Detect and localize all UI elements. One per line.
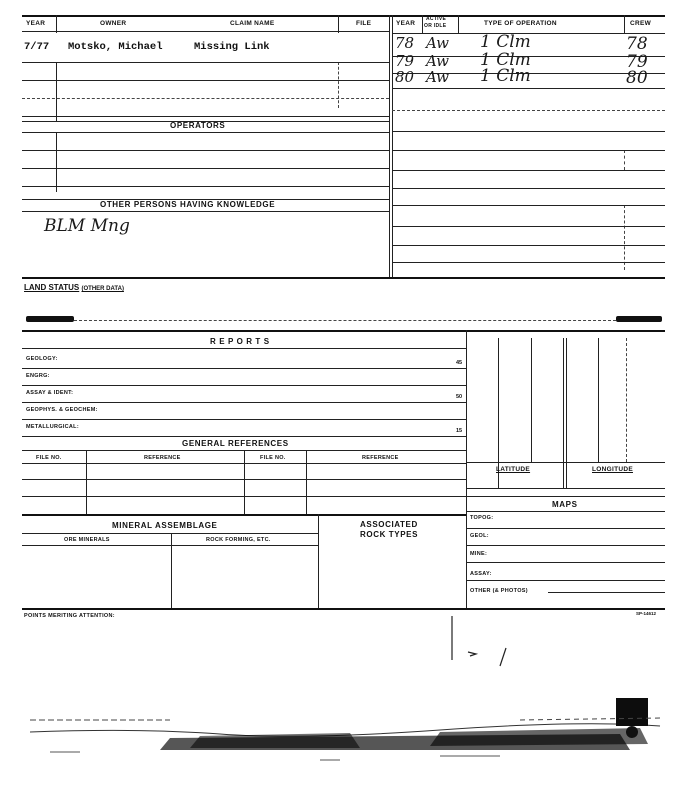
maps-other-label: OTHER (& PHOTOS) <box>470 588 528 594</box>
reports-title: R E P O R T S <box>210 337 270 346</box>
entry-claim-name: Missing Link <box>194 41 270 53</box>
row-line <box>22 496 466 497</box>
activity-status: Aw <box>426 34 449 52</box>
report-label: GEOLOGY: <box>26 356 58 362</box>
divider <box>422 15 423 33</box>
row-line <box>22 168 389 169</box>
report-label: GEOPHYS. & GEOCHEM: <box>26 407 98 413</box>
divider <box>338 62 339 108</box>
row-line <box>74 320 616 321</box>
header-bottom-line <box>22 31 389 32</box>
divider <box>392 15 393 277</box>
col-header-type-of-operation: TYPE OF OPERATION <box>484 20 557 27</box>
operators-header-line <box>22 132 389 133</box>
divider <box>624 150 625 170</box>
general-references-title: GENERAL REFERENCES <box>182 439 289 448</box>
row-line <box>22 150 389 151</box>
divider <box>306 450 307 514</box>
divider <box>624 15 625 33</box>
row-line <box>22 419 466 420</box>
row-line <box>392 110 665 111</box>
activity-crew: 78 <box>626 34 648 54</box>
land-status-subtitle: (OTHER DATA) <box>81 286 124 292</box>
col-header-active: ACTIVE <box>426 16 447 22</box>
col-header-year-right: YEAR <box>396 20 416 27</box>
divider <box>318 514 319 608</box>
knowledge-header-line <box>22 211 389 212</box>
row-line <box>22 545 318 546</box>
activity-status: Aw <box>426 52 449 70</box>
divider <box>563 338 564 488</box>
maps-mine-label: MINE: <box>470 551 488 557</box>
longitude-label: LONGITUDE <box>592 466 633 473</box>
activity-operation: 1 Clm <box>480 32 531 52</box>
land-status-title: LAND STATUS <box>24 283 80 292</box>
row-line <box>466 511 665 512</box>
row-line <box>392 205 665 206</box>
maps-assay-label: ASSAY: <box>470 571 492 577</box>
row-line <box>22 368 466 369</box>
activity-year: 78 <box>395 34 415 52</box>
row-line <box>392 170 665 171</box>
ink-mark <box>26 316 74 322</box>
row-line <box>466 496 665 497</box>
col-header-crew: CREW <box>630 20 652 27</box>
stray-pen-marks <box>440 612 520 672</box>
row-line <box>392 245 665 246</box>
report-code: 50 <box>456 394 463 400</box>
reports-top-border <box>22 330 665 332</box>
ref-header-file-no: FILE NO. <box>260 455 286 461</box>
activity-crew: 79 <box>626 52 648 72</box>
ore-minerals-header: ORE MINERALS <box>64 537 110 543</box>
form-number: SP-14612 <box>636 611 657 616</box>
row-line <box>466 545 665 546</box>
col-header-claim-name: CLAIM NAME <box>230 20 275 27</box>
activity-year: 80 <box>395 68 415 86</box>
col-header-year: YEAR <box>26 20 46 27</box>
activity-crew: 80 <box>626 68 648 88</box>
col-header-or-idle: OR IDLE <box>424 23 447 29</box>
knowledge-entry: BLM Mng <box>44 216 130 236</box>
col-header-owner: OWNER <box>100 20 127 27</box>
divider <box>56 15 57 33</box>
row-line <box>466 462 665 463</box>
divider <box>86 450 87 514</box>
ref-header-reference: REFERENCE <box>144 455 181 461</box>
divider <box>566 338 567 488</box>
row-line <box>22 533 318 534</box>
row-line <box>392 226 665 227</box>
points-meriting-attention-label: POINTS MERITING ATTENTION: <box>24 613 115 619</box>
divider <box>531 338 532 462</box>
divider <box>466 330 467 608</box>
col-header-file: FILE <box>356 20 372 27</box>
maps-title: MAPS <box>552 500 578 509</box>
maps-topog-label: TOPOG: <box>470 515 494 521</box>
entry-owner: Motsko, Michael <box>68 41 163 53</box>
bottom-border <box>22 608 665 610</box>
row-line <box>392 131 665 132</box>
entry-year: 7/77 <box>24 41 50 53</box>
row-line <box>466 528 665 529</box>
ink-mark <box>616 316 662 322</box>
mineral-top-border <box>22 514 466 516</box>
activity-year: 79 <box>395 52 415 70</box>
divider <box>338 15 339 33</box>
divider <box>56 62 57 122</box>
ref-header-reference: REFERENCE <box>362 455 399 461</box>
report-label: ENGRG: <box>26 373 50 379</box>
report-label: ASSAY & IDENT: <box>26 390 74 396</box>
row-line <box>22 62 389 63</box>
maps-geol-label: GEOL: <box>470 533 489 539</box>
row-line <box>392 188 665 189</box>
report-code: 45 <box>456 360 463 366</box>
top-border <box>22 15 665 17</box>
row-line <box>548 592 665 593</box>
knowledge-title: OTHER PERSONS HAVING KNOWLEDGE <box>100 200 276 209</box>
row-line <box>22 98 389 99</box>
associated-rock-types-line2: ROCK TYPES <box>360 530 419 539</box>
activity-operation: 1 Clm <box>480 50 531 70</box>
land-status-label <box>24 283 124 292</box>
associated-rock-types-line1: ASSOCIATED <box>360 520 418 529</box>
land-status-top-line <box>22 277 665 279</box>
rock-forming-header: ROCK FORMING, ETC. <box>206 537 271 543</box>
divider <box>624 205 625 270</box>
row-line <box>22 402 466 403</box>
divider <box>598 338 599 462</box>
row-line <box>466 580 665 581</box>
row-line <box>466 562 665 563</box>
row-line <box>392 150 665 151</box>
divider <box>389 15 390 277</box>
row-line <box>392 88 665 89</box>
report-code: 15 <box>456 428 463 434</box>
mineral-assemblage-title: MINERAL ASSEMBLAGE <box>112 521 218 530</box>
row-line <box>22 80 389 81</box>
latitude-label: LATITUDE <box>496 466 531 473</box>
divider <box>244 450 245 514</box>
row-line <box>22 479 466 480</box>
row-line <box>22 385 466 386</box>
row-line <box>22 436 466 437</box>
report-label: METALLURGICAL: <box>26 424 79 430</box>
activity-status: Aw <box>426 68 449 86</box>
row-line <box>466 488 665 489</box>
divider <box>458 15 459 33</box>
row-line <box>392 262 665 263</box>
divider <box>171 533 172 608</box>
row-line <box>22 116 389 117</box>
row-line <box>22 186 389 187</box>
operators-title: OPERATORS <box>170 121 226 130</box>
scan-smudge <box>20 690 670 770</box>
divider <box>626 338 627 462</box>
ref-header-file-no: FILE NO. <box>36 455 62 461</box>
activity-operation: 1 Clm <box>480 66 531 86</box>
divider <box>56 132 57 192</box>
reports-header-line <box>22 348 466 349</box>
